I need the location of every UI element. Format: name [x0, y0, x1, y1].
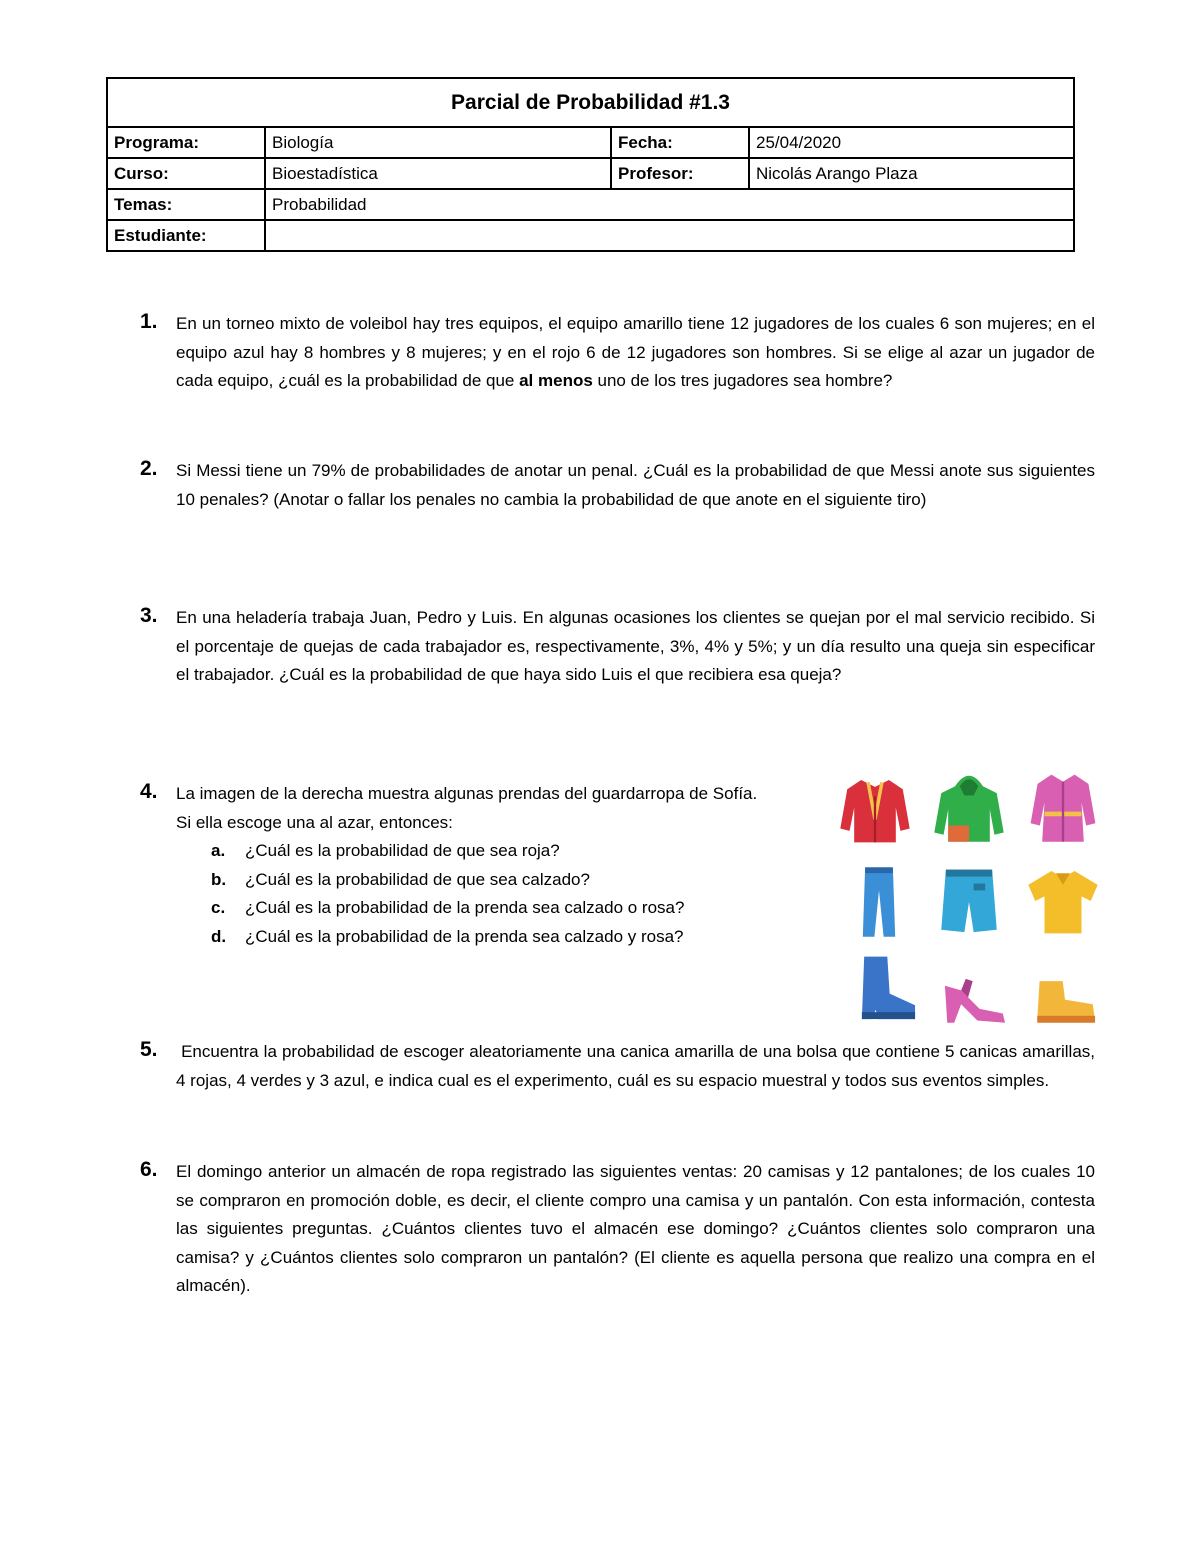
question-text: El domingo anterior un almacén de ropa registrado las siguientes ventas: 20 camisas y 12 pantalones; de los cuales 10 se compraron en promoción doble, es decir, el cliente compro una camisa y un pantalón. Con esta información, contesta las siguientes preguntas. ¿Cuántos clientes tuvo el almacén ese domingo? ¿Cuántos clientes solo compraron una camisa? y ¿Cuántos clientes solo compraron un pantalón? (El cliente es aquella persona que realizo una compra en el almacén). [176, 1162, 1095, 1296]
header-table [106, 77, 1075, 252]
blue-shorts-icon [932, 865, 1006, 939]
profesor-label: Profesor: [611, 158, 749, 189]
pink-heel-icon [938, 958, 1012, 1032]
blue-boot-icon [848, 952, 922, 1026]
temas-value: Probabilidad [265, 189, 1074, 220]
yellow-shirt-icon [1026, 864, 1100, 938]
question-number: 4. [140, 780, 158, 803]
question-number: 5. [140, 1038, 158, 1061]
question-1 [140, 310, 1095, 396]
estudiante-field[interactable] [265, 220, 1074, 251]
pink-coat-icon [1026, 770, 1100, 844]
question-3 [140, 604, 1095, 690]
question-number: 3. [140, 604, 158, 627]
fecha-value: 25/04/2020 [749, 127, 1074, 158]
subquestion-c: c. ¿Cuál es la probabilidad de la prenda sea calzado o rosa? [211, 898, 685, 918]
red-cardigan-icon [838, 773, 912, 847]
question-number: 6. [140, 1158, 158, 1181]
subquestion-b: b. ¿Cuál es la probabilidad de que sea calzado? [211, 869, 590, 889]
question-6 [140, 1158, 1095, 1301]
subquestion-d: d. ¿Cuál es la probabilidad de la prenda sea calzado y rosa? [211, 926, 684, 946]
programa-label: Programa: [107, 127, 265, 158]
subquestion-a: a. ¿Cuál es la probabilidad de que sea roja? [211, 841, 560, 861]
question-4 [140, 780, 840, 952]
yellow-shoe-icon [1028, 958, 1102, 1032]
fecha-label: Fecha: [611, 127, 749, 158]
profesor-value: Nicolás Arango Plaza [749, 158, 1074, 189]
blue-jeans-icon [842, 865, 916, 939]
question-text: Si Messi tiene un 79% de probabilidades de anotar un penal. ¿Cuál es la probabilidad de que Messi anote sus siguientes 10 penales? (Anotar o fallar los penales no cambia la probabilidad de que anote en el siguiente tiro) [176, 461, 1095, 509]
subquestion-list [176, 837, 840, 951]
question-number: 1. [140, 310, 158, 333]
question-number: 2. [140, 457, 158, 480]
question-text: Encuentra la probabilidad de escoger aleatoriamente una canica amarilla de una bolsa que contiene 5 canicas amarillas, 4 rojas, 4 verdes y 3 azul, e indica cual es el experimento, cuál es su espacio muestral y todos sus eventos simples. [176, 1042, 1100, 1090]
programa-value: Biología [265, 127, 611, 158]
temas-label: Temas: [107, 189, 265, 220]
exam-title: Parcial de Probabilidad #1.3 [107, 78, 1074, 127]
question-text: En una heladería trabaja Juan, Pedro y Luis. En algunas ocasiones los clientes se quejan por el mal servicio recibido. Si el porcentaje de quejas de cada trabajador es, respectivamente, 3%, 4% y 5%; y un día resulto una queja sin especificar el trabajador. ¿Cuál es la probabilidad de que haya sido Luis el que recibiera esa queja? [176, 608, 1095, 685]
curso-value: Bioestadística [265, 158, 611, 189]
question-text: En un torneo mixto de voleibol hay tres equipos, el equipo amarillo tiene 12 jugadores de los cuales 6 son mujeres; en el equipo azul hay 8 hombres y 8 mujeres; y en el rojo 6 de 12 jugadores son hombres. Si se elige al azar un jugador de cada equipo, ¿cuál es la probabilidad de que al menos uno de los tres jugadores sea hombre? [176, 314, 1095, 391]
question-text: La imagen de la derecha muestra algunas prendas del guardarropa de Sofía. Si ella escoge una al azar, entonces: [176, 784, 758, 832]
question-5 [140, 1038, 1100, 1095]
wardrobe-image [838, 768, 1108, 1013]
curso-label: Curso: [107, 158, 265, 189]
emphasis: al menos [519, 371, 593, 391]
green-hoodie-icon [932, 770, 1006, 844]
estudiante-label: Estudiante: [107, 220, 265, 251]
question-2 [140, 457, 1095, 514]
